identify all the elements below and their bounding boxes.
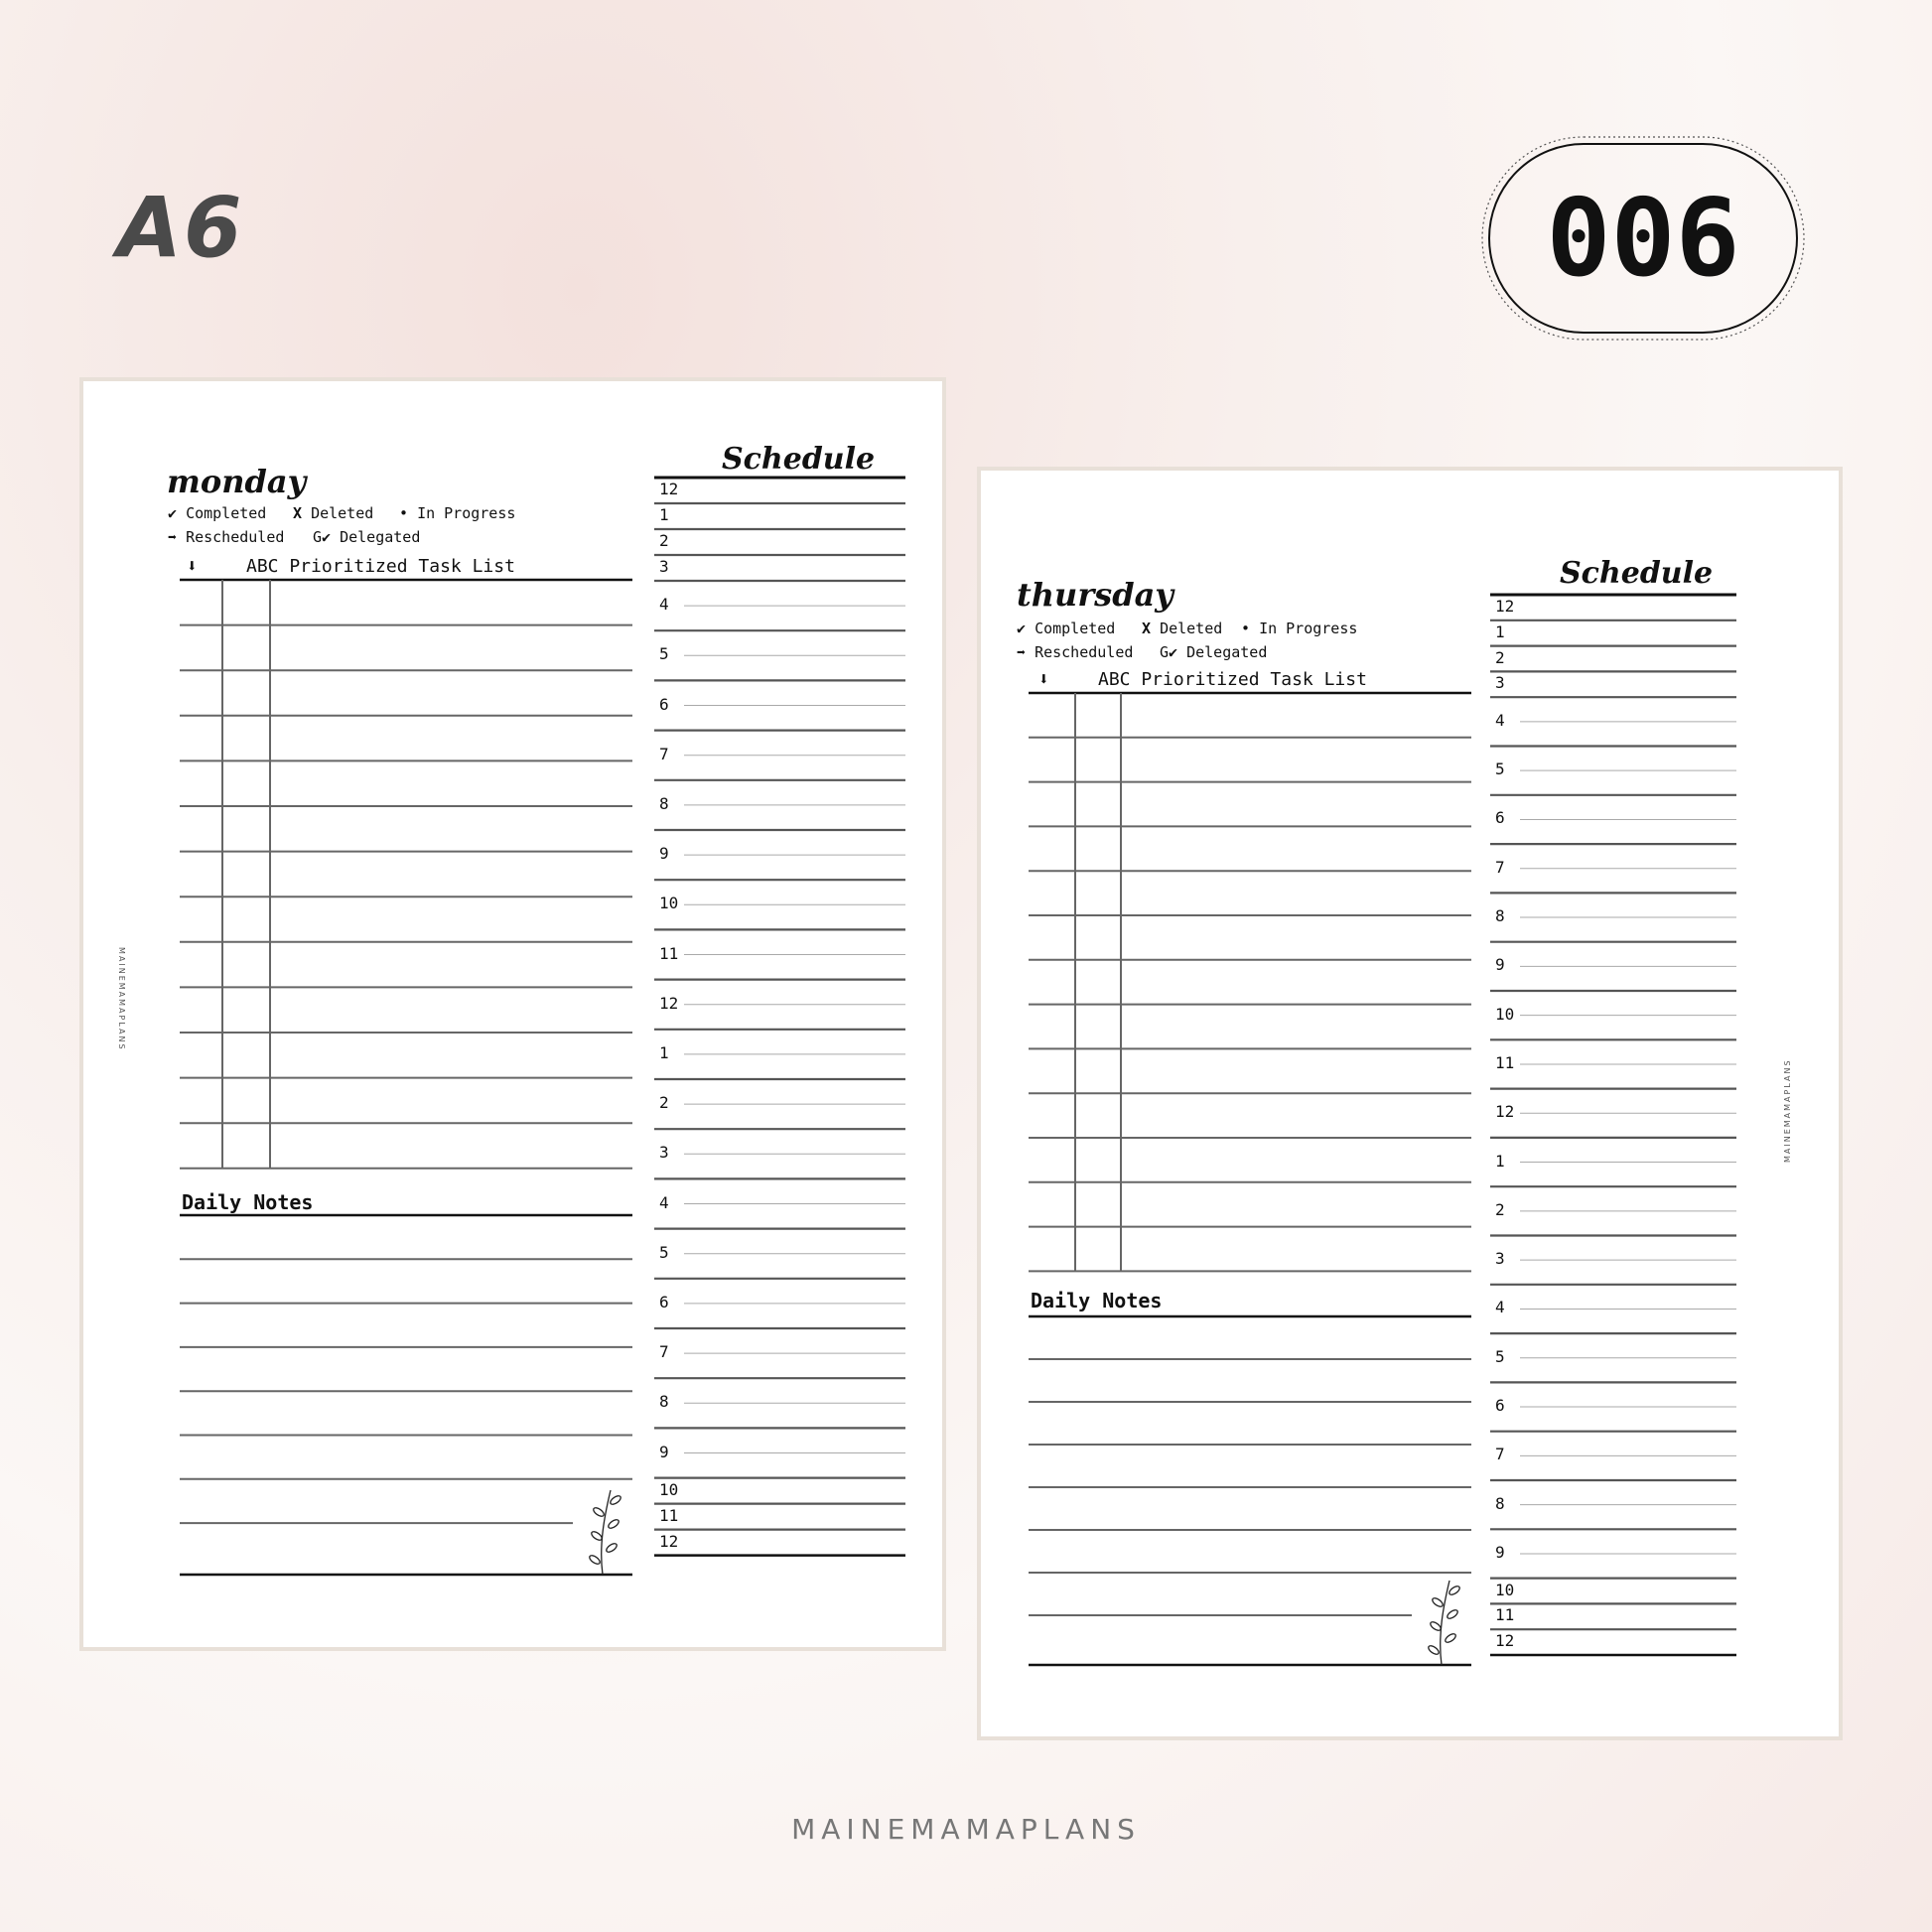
delegated-check-icon: ✔ bbox=[1169, 643, 1178, 661]
side-brand: MAINEMAMAPLANS bbox=[1783, 1058, 1792, 1163]
schedule-hour-label: 12 bbox=[659, 1531, 679, 1551]
schedule-hour-label: 10 bbox=[1495, 1580, 1515, 1599]
day-title: monday bbox=[167, 463, 307, 500]
botanical-sprig-icon bbox=[1427, 1581, 1460, 1665]
schedule-title: Schedule bbox=[722, 442, 876, 477]
schedule-hour-label: 9 bbox=[1495, 955, 1505, 975]
schedule-hour-label: 5 bbox=[659, 644, 669, 664]
day-title: thursday bbox=[1017, 576, 1173, 614]
planner-page-thursday bbox=[977, 467, 1843, 1740]
legend-in-progress: • In Progress bbox=[399, 504, 516, 522]
schedule-hour-label: 11 bbox=[659, 1505, 679, 1525]
schedule-hour-label: 5 bbox=[1495, 1346, 1505, 1366]
schedule-hour-label: 8 bbox=[1495, 906, 1505, 926]
legend-completed: ✔ Completed bbox=[168, 504, 267, 522]
schedule-hour-label: 1 bbox=[1495, 621, 1505, 641]
schedule-hour-label: 5 bbox=[659, 1242, 669, 1262]
schedule-hour-label: 12 bbox=[659, 993, 679, 1013]
schedule-title: Schedule bbox=[1560, 556, 1714, 591]
daily-notes-header: Daily Notes bbox=[1031, 1289, 1163, 1312]
schedule-hour-label: 10 bbox=[659, 1479, 679, 1499]
schedule-hour-label: 1 bbox=[1495, 1151, 1505, 1171]
task-list-header: ABC Prioritized Task List bbox=[246, 556, 515, 577]
badge-number: 006 bbox=[1546, 176, 1740, 301]
schedule-hour-label: 6 bbox=[659, 694, 669, 714]
schedule-hour-label: 4 bbox=[659, 1192, 669, 1212]
schedule-hour-label: 11 bbox=[659, 943, 679, 963]
botanical-sprig-icon bbox=[588, 1490, 621, 1575]
schedule-hour-label: 9 bbox=[659, 1442, 669, 1461]
schedule-hour-label: 7 bbox=[1495, 1445, 1505, 1464]
page-lines bbox=[83, 381, 950, 1655]
schedule-hour-label: 2 bbox=[1495, 1199, 1505, 1219]
size-label: A6 bbox=[117, 179, 244, 276]
schedule-hour-label: 11 bbox=[1495, 1605, 1515, 1625]
legend-rescheduled: ➡ Rescheduled bbox=[1017, 643, 1134, 661]
schedule-hour-label: 6 bbox=[659, 1292, 669, 1311]
task-list-header: ABC Prioritized Task List bbox=[1098, 669, 1367, 690]
schedule-hour-label: 3 bbox=[1495, 1249, 1505, 1269]
schedule-hour-label: 10 bbox=[1495, 1004, 1515, 1024]
schedule-hour-label: 4 bbox=[659, 595, 669, 615]
planner-page-monday bbox=[79, 377, 946, 1651]
schedule-hour-label: 8 bbox=[659, 1392, 669, 1412]
schedule-hour-label: 2 bbox=[659, 531, 669, 550]
schedule-hour-label: 5 bbox=[1495, 759, 1505, 779]
schedule-hour-label: 9 bbox=[659, 844, 669, 864]
schedule-hour-label: 12 bbox=[1495, 597, 1515, 616]
schedule-hour-label: 1 bbox=[659, 1042, 669, 1062]
schedule-hour-label: 4 bbox=[1495, 1298, 1505, 1317]
schedule-hour-label: 12 bbox=[659, 480, 679, 498]
down-arrow-icon: ⬇ bbox=[1038, 669, 1049, 690]
schedule-hour-label: 3 bbox=[659, 1143, 669, 1163]
schedule-hour-label: 7 bbox=[659, 1342, 669, 1362]
schedule-hour-label: 2 bbox=[1495, 647, 1505, 667]
page-lines bbox=[981, 471, 1847, 1744]
delegated-check-icon: ✔ bbox=[322, 528, 332, 546]
legend-deleted: X Deleted bbox=[1142, 620, 1223, 637]
legend-delegated: G✔ Delegated bbox=[313, 528, 421, 546]
schedule-hour-label: 12 bbox=[1495, 1102, 1515, 1122]
schedule-hour-label: 12 bbox=[1495, 1631, 1515, 1651]
footer-brand: MAINEMAMAPLANS bbox=[791, 1813, 1141, 1846]
schedule-hour-label: 7 bbox=[1495, 857, 1505, 877]
schedule-hour-label: 10 bbox=[659, 894, 679, 913]
legend-completed: ✔ Completed bbox=[1017, 620, 1116, 637]
schedule-hour-label: 3 bbox=[1495, 673, 1505, 693]
daily-notes-header: Daily Notes bbox=[182, 1190, 314, 1214]
schedule-hour-label: 6 bbox=[1495, 808, 1505, 828]
schedule-hour-label: 9 bbox=[1495, 1542, 1505, 1562]
schedule-hour-label: 1 bbox=[659, 505, 669, 524]
legend-rescheduled: ➡ Rescheduled bbox=[168, 528, 285, 546]
schedule-hour-label: 2 bbox=[659, 1093, 669, 1113]
schedule-hour-label: 6 bbox=[1495, 1396, 1505, 1416]
legend-delegated: G✔ Delegated bbox=[1160, 643, 1268, 661]
down-arrow-icon: ⬇ bbox=[187, 556, 198, 577]
schedule-hour-label: 8 bbox=[1495, 1493, 1505, 1513]
schedule-hour-label: 11 bbox=[1495, 1052, 1515, 1072]
number-badge bbox=[1479, 134, 1807, 343]
schedule-hour-label: 8 bbox=[659, 793, 669, 813]
side-brand: MAINEMAMAPLANS bbox=[117, 947, 126, 1051]
legend-deleted: X Deleted bbox=[293, 504, 374, 522]
schedule-hour-label: 7 bbox=[659, 744, 669, 763]
schedule-hour-label: 4 bbox=[1495, 710, 1505, 730]
schedule-hour-label: 3 bbox=[659, 557, 669, 576]
legend-in-progress: • In Progress bbox=[1241, 620, 1358, 637]
